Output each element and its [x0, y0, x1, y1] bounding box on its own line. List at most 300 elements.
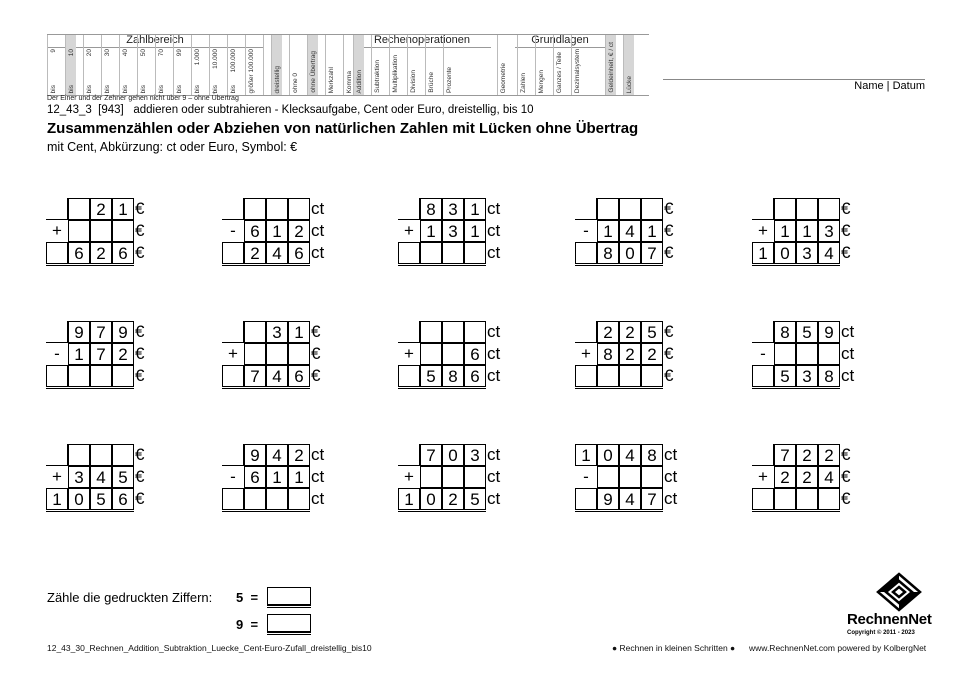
- blank-digit-cell[interactable]: [752, 488, 774, 510]
- header-column-value: 10: [68, 49, 75, 57]
- operator-sign: -: [583, 467, 589, 486]
- blank-digit-cell[interactable]: [818, 488, 840, 510]
- blank-digit-cell[interactable]: [266, 488, 288, 510]
- blank-digit-cell[interactable]: [464, 466, 486, 488]
- blank-digit-cell[interactable]: [464, 321, 486, 343]
- operator-sign: -: [230, 221, 236, 240]
- unit-label: €: [841, 243, 851, 262]
- blank-digit-cell[interactable]: [442, 466, 464, 488]
- digit-cell: 0: [68, 488, 90, 510]
- unit-label: ct: [487, 489, 501, 508]
- blank-digit-cell[interactable]: [68, 220, 90, 242]
- digit-cell: 7: [90, 321, 112, 343]
- unit-label: €: [135, 489, 145, 508]
- sum-double-line: [575, 386, 663, 389]
- digit-cell: 3: [442, 198, 464, 220]
- header-note: Der Einer und der Zehner gehen nicht über 9 – ohne Übertrag: [47, 95, 239, 102]
- blank-digit-cell[interactable]: [774, 343, 796, 365]
- digit-cell: 4: [619, 488, 641, 510]
- unit-label: ct: [664, 467, 678, 486]
- header-column-bis: bis: [50, 84, 57, 93]
- digit-cell: 1: [398, 488, 420, 510]
- blank-digit-cell[interactable]: [68, 365, 90, 387]
- unit-label: ct: [311, 243, 325, 262]
- header-column: [571, 35, 582, 95]
- digit-cell: 4: [266, 242, 288, 264]
- digit-cell: 7: [774, 444, 796, 466]
- digit-cell: 6: [464, 365, 486, 387]
- logo-wordmark: RechnenNet: [847, 611, 932, 628]
- digit-cell: 1: [641, 220, 663, 242]
- blank-digit-cell[interactable]: [90, 220, 112, 242]
- digit-cell: 9: [68, 321, 90, 343]
- digit-cell: 1: [774, 220, 796, 242]
- digit-cell: 8: [641, 444, 663, 466]
- blank-digit-cell[interactable]: [46, 444, 68, 466]
- blank-digit-cell[interactable]: [752, 198, 774, 220]
- unit-label: ct: [311, 199, 325, 218]
- header-column: [101, 35, 112, 95]
- operator-sign: +: [581, 344, 591, 363]
- sum-double-line: [752, 263, 840, 266]
- unit-label: ct: [487, 322, 501, 341]
- blank-digit-cell[interactable]: [575, 242, 597, 264]
- blank-digit-cell[interactable]: [774, 488, 796, 510]
- unit-label: €: [135, 199, 145, 218]
- blank-digit-cell[interactable]: [398, 321, 420, 343]
- header-column: [209, 35, 220, 95]
- unit-label: €: [841, 445, 851, 464]
- unit-label: €: [135, 445, 145, 464]
- operator-sign: -: [230, 467, 236, 486]
- digit-cell: 9: [244, 444, 266, 466]
- header-column: [389, 35, 400, 95]
- footer-site[interactable]: www.RechnenNet.com powered by KolbergNet: [749, 643, 927, 653]
- digit-cell: 5: [464, 488, 486, 510]
- blank-digit-cell[interactable]: [222, 365, 244, 387]
- blank-digit-cell[interactable]: [68, 198, 90, 220]
- count-answer-box[interactable]: [267, 587, 311, 605]
- digit-cell: 2: [112, 343, 134, 365]
- header-column-bis: bis: [158, 84, 165, 93]
- header-column-value: 1.000: [194, 49, 201, 66]
- digit-cell: 2: [288, 220, 310, 242]
- unit-label: €: [841, 221, 851, 240]
- operator-sign: +: [52, 467, 62, 486]
- header-column: [443, 35, 454, 95]
- blank-digit-cell[interactable]: [796, 488, 818, 510]
- digit-cell: 8: [442, 365, 464, 387]
- digit-cell: 4: [619, 220, 641, 242]
- count-digit-9: 9 =: [236, 617, 259, 632]
- sum-double-line: [46, 386, 134, 389]
- header-column-bis: bis: [140, 84, 147, 93]
- blank-digit-cell[interactable]: [597, 466, 619, 488]
- digit-cell: 8: [597, 343, 619, 365]
- blank-digit-cell[interactable]: [112, 444, 134, 466]
- count-digit-5: 5 =: [236, 590, 259, 605]
- digit-cell: 0: [420, 488, 442, 510]
- header-column: [623, 35, 634, 95]
- digit-cell: 1: [420, 220, 442, 242]
- unit-label: €: [664, 344, 674, 363]
- header-column-value: 9: [50, 49, 57, 53]
- blank-digit-cell[interactable]: [112, 220, 134, 242]
- digit-cell: 4: [90, 466, 112, 488]
- blank-digit-cell[interactable]: [244, 198, 266, 220]
- page-subtitle: mit Cent, Abkürzung: ct oder Euro, Symbol: €: [47, 140, 298, 154]
- digit-cell: 5: [774, 365, 796, 387]
- header-column: [83, 35, 94, 95]
- digit-cell: 8: [597, 242, 619, 264]
- header-column: [227, 35, 238, 95]
- blank-digit-cell[interactable]: [222, 242, 244, 264]
- digit-cell: 7: [90, 343, 112, 365]
- operator-sign: +: [758, 467, 768, 486]
- unit-label: €: [135, 221, 145, 240]
- digit-cell: 9: [818, 321, 840, 343]
- sum-double-line: [398, 263, 486, 266]
- blank-digit-cell[interactable]: [575, 198, 597, 220]
- header-column-bis: bis: [104, 84, 111, 93]
- digit-cell: 6: [244, 466, 266, 488]
- blank-digit-cell[interactable]: [619, 466, 641, 488]
- header-column: [407, 35, 418, 95]
- digit-cell: 4: [266, 444, 288, 466]
- unit-label: ct: [841, 366, 855, 385]
- header-column-label: Brüche: [428, 72, 435, 93]
- blank-digit-cell[interactable]: [796, 343, 818, 365]
- header-column: [191, 35, 202, 95]
- digit-cell: 4: [619, 444, 641, 466]
- digit-cell: 3: [796, 242, 818, 264]
- digit-cell: 9: [112, 321, 134, 343]
- header-column-label: Dezimalsystem: [574, 48, 581, 93]
- blank-digit-cell[interactable]: [398, 242, 420, 264]
- blank-digit-cell[interactable]: [796, 198, 818, 220]
- blank-digit-cell[interactable]: [575, 321, 597, 343]
- digit-cell: 6: [112, 242, 134, 264]
- blank-digit-cell[interactable]: [222, 488, 244, 510]
- unit-label: €: [841, 199, 851, 218]
- digit-cell: 6: [244, 220, 266, 242]
- header-column-label: Merkzahl: [328, 66, 335, 93]
- header-column-bis: bis: [86, 84, 93, 93]
- blank-digit-cell[interactable]: [90, 444, 112, 466]
- blank-digit-cell[interactable]: [752, 321, 774, 343]
- blank-digit-cell[interactable]: [818, 343, 840, 365]
- digit-cell: 8: [818, 365, 840, 387]
- operator-sign: -: [760, 344, 766, 363]
- digit-cell: 8: [420, 198, 442, 220]
- unit-label: €: [664, 366, 674, 385]
- name-date-label: Name | Datum: [854, 80, 925, 92]
- header-column: [65, 35, 76, 95]
- header-column-label: Multiplikation: [392, 55, 399, 93]
- header-column: [605, 35, 616, 95]
- blank-digit-cell[interactable]: [818, 198, 840, 220]
- blank-digit-cell[interactable]: [597, 365, 619, 387]
- meta-code: 12_43_3: [47, 104, 92, 116]
- unit-label: €: [135, 322, 145, 341]
- classification-header: [47, 34, 649, 96]
- blank-digit-cell[interactable]: [398, 444, 420, 466]
- header-column-label: Komma: [346, 70, 353, 93]
- sum-double-line: [222, 386, 310, 389]
- blank-digit-cell[interactable]: [619, 365, 641, 387]
- blank-digit-cell[interactable]: [641, 365, 663, 387]
- digit-cell: 1: [266, 466, 288, 488]
- blank-digit-cell[interactable]: [774, 198, 796, 220]
- unit-label: ct: [487, 467, 501, 486]
- blank-digit-cell[interactable]: [90, 365, 112, 387]
- blank-digit-cell[interactable]: [244, 488, 266, 510]
- digit-cell: 0: [619, 242, 641, 264]
- blank-digit-cell[interactable]: [288, 343, 310, 365]
- header-column-value: 10.000: [212, 49, 219, 69]
- group-title-grundlagen: Grundlagen: [531, 34, 589, 46]
- digit-cell: 5: [641, 321, 663, 343]
- digit-cell: 5: [420, 365, 442, 387]
- header-column-label: Mengen: [538, 69, 545, 93]
- operator-sign: +: [404, 221, 414, 240]
- blank-digit-cell[interactable]: [575, 488, 597, 510]
- group-title-rechenoperationen: Rechenoperationen: [373, 34, 471, 46]
- header-column-label: Division: [410, 70, 417, 93]
- header-column-label: Prozente: [446, 66, 453, 93]
- digit-cell: 2: [288, 444, 310, 466]
- blank-digit-cell[interactable]: [244, 321, 266, 343]
- meta-description: addieren oder subtrahieren - Klecksaufgabe, Cent oder Euro, dreistellig, bis 10: [133, 104, 534, 116]
- sum-double-line: [222, 509, 310, 512]
- sum-double-line: [752, 386, 840, 389]
- meta-number: [943]: [98, 104, 124, 116]
- digit-cell: 2: [796, 466, 818, 488]
- blank-digit-cell[interactable]: [46, 321, 68, 343]
- header-column-label: Zahlen: [520, 73, 527, 93]
- unit-label: ct: [487, 344, 501, 363]
- header-column-value: 70: [158, 49, 165, 57]
- blank-digit-cell[interactable]: [266, 343, 288, 365]
- header-column: [353, 35, 364, 95]
- operator-sign: -: [54, 344, 60, 363]
- operator-sign: +: [404, 344, 414, 363]
- header-column: [517, 35, 528, 95]
- blank-digit-cell[interactable]: [288, 198, 310, 220]
- digit-cell: 2: [774, 466, 796, 488]
- digit-cell: 5: [796, 321, 818, 343]
- header-column: [173, 35, 184, 95]
- unit-label: ct: [311, 445, 325, 464]
- digit-cell: 2: [90, 242, 112, 264]
- header-column: [371, 35, 382, 95]
- header-column-value: 99: [176, 49, 183, 57]
- header-column-label: ohne 0: [292, 73, 299, 93]
- count-label: Zähle die gedruckten Ziffern:: [47, 590, 213, 605]
- group-title-zahlbereich: Zahlbereich: [126, 34, 184, 46]
- blank-digit-cell[interactable]: [112, 365, 134, 387]
- count-answer-box[interactable]: [267, 614, 311, 632]
- blank-digit-cell[interactable]: [222, 321, 244, 343]
- digit-cell: 8: [774, 321, 796, 343]
- digit-cell: 1: [266, 220, 288, 242]
- unit-label: €: [135, 366, 145, 385]
- blank-digit-cell[interactable]: [420, 343, 442, 365]
- blank-digit-cell[interactable]: [420, 321, 442, 343]
- blank-digit-cell[interactable]: [752, 365, 774, 387]
- header-column-label: Subtraktion: [374, 60, 381, 93]
- operator-sign: -: [583, 221, 589, 240]
- blank-digit-cell[interactable]: [222, 198, 244, 220]
- digit-cell: 3: [442, 220, 464, 242]
- header-column-bis: bis: [68, 84, 75, 93]
- digit-cell: 2: [619, 321, 641, 343]
- unit-label: €: [841, 467, 851, 486]
- unit-label: ct: [311, 489, 325, 508]
- blank-digit-cell[interactable]: [46, 365, 68, 387]
- header-column: [425, 35, 436, 95]
- blank-digit-cell[interactable]: [222, 444, 244, 466]
- header-column-label: größer 100.000: [248, 48, 255, 93]
- header-column-bis: bis: [212, 84, 219, 93]
- digit-cell: 2: [597, 321, 619, 343]
- header-column-label: Geldeinheit, € / ct: [608, 42, 615, 93]
- unit-label: €: [664, 243, 674, 262]
- header-column-label: dreistellig: [274, 65, 281, 93]
- unit-label: ct: [487, 243, 501, 262]
- digit-cell: 2: [244, 242, 266, 264]
- digit-cell: 6: [288, 365, 310, 387]
- header-column-value: 20: [86, 49, 93, 57]
- blank-digit-cell[interactable]: [68, 444, 90, 466]
- header-column-value: 40: [122, 49, 129, 57]
- operator-sign: +: [52, 221, 62, 240]
- digit-cell: 1: [46, 488, 68, 510]
- operator-sign: +: [404, 467, 414, 486]
- digit-cell: 1: [796, 220, 818, 242]
- blank-digit-cell[interactable]: [597, 198, 619, 220]
- unit-label: €: [311, 322, 321, 341]
- digit-cell: 1: [68, 343, 90, 365]
- header-column: [271, 35, 282, 95]
- header-column: [155, 35, 166, 95]
- blank-digit-cell[interactable]: [420, 466, 442, 488]
- digit-cell: 2: [442, 488, 464, 510]
- digit-cell: 7: [420, 444, 442, 466]
- blank-digit-cell[interactable]: [619, 198, 641, 220]
- sum-double-line: [398, 509, 486, 512]
- digit-cell: 0: [774, 242, 796, 264]
- digit-cell: 1: [752, 242, 774, 264]
- digit-cell: 3: [818, 220, 840, 242]
- digit-cell: 1: [597, 220, 619, 242]
- blank-digit-cell[interactable]: [641, 466, 663, 488]
- unit-label: €: [311, 366, 321, 385]
- unit-label: €: [311, 344, 321, 363]
- blank-digit-cell[interactable]: [244, 343, 266, 365]
- header-column: [535, 35, 546, 95]
- digit-cell: 0: [442, 444, 464, 466]
- header-column-label: Lücke: [626, 75, 633, 93]
- blank-digit-cell[interactable]: [575, 365, 597, 387]
- digit-cell: 6: [464, 343, 486, 365]
- digit-cell: 5: [90, 488, 112, 510]
- digit-cell: 3: [464, 444, 486, 466]
- unit-label: €: [664, 322, 674, 341]
- blank-digit-cell[interactable]: [442, 242, 464, 264]
- unit-label: €: [841, 489, 851, 508]
- digit-cell: 2: [90, 198, 112, 220]
- blank-digit-cell[interactable]: [46, 198, 68, 220]
- header-column: [553, 35, 564, 95]
- header-column-bis: bis: [230, 84, 237, 93]
- unit-label: ct: [487, 221, 501, 240]
- blank-digit-cell[interactable]: [266, 198, 288, 220]
- blank-digit-cell[interactable]: [464, 242, 486, 264]
- page-title: Zusammenzählen oder Abziehen von natürlichen Zahlen mit Lücken ohne Übertrag: [47, 120, 639, 137]
- operator-sign: +: [228, 344, 238, 363]
- unit-label: ct: [311, 467, 325, 486]
- digit-cell: 1: [288, 321, 310, 343]
- header-column-value: 100.000: [230, 49, 237, 73]
- digit-cell: 9: [597, 488, 619, 510]
- header-column-label: Addition: [356, 69, 363, 93]
- sum-double-line: [398, 386, 486, 389]
- unit-label: €: [135, 467, 145, 486]
- digit-cell: 3: [266, 321, 288, 343]
- digit-cell: 2: [641, 343, 663, 365]
- blank-digit-cell[interactable]: [752, 444, 774, 466]
- unit-label: ct: [487, 199, 501, 218]
- header-column-bis: bis: [194, 84, 201, 93]
- digit-cell: 1: [464, 220, 486, 242]
- digit-cell: 4: [818, 242, 840, 264]
- digit-cell: 2: [818, 444, 840, 466]
- blank-digit-cell[interactable]: [288, 488, 310, 510]
- unit-label: €: [135, 243, 145, 262]
- header-column: [245, 35, 256, 95]
- header-column: [137, 35, 148, 95]
- digit-cell: 2: [796, 444, 818, 466]
- sum-double-line: [575, 509, 663, 512]
- digit-cell: 1: [464, 198, 486, 220]
- blank-digit-cell[interactable]: [442, 343, 464, 365]
- header-column-bis: bis: [176, 84, 183, 93]
- footer-slogan: ● Rechnen in kleinen Schritten ●: [612, 643, 736, 653]
- blank-digit-cell[interactable]: [442, 321, 464, 343]
- blank-digit-cell[interactable]: [46, 242, 68, 264]
- sum-double-line: [46, 509, 134, 512]
- blank-digit-cell[interactable]: [641, 198, 663, 220]
- header-column: [497, 35, 508, 95]
- digit-cell: 6: [68, 242, 90, 264]
- digit-cell: 4: [266, 365, 288, 387]
- header-column-label: Geometrie: [500, 62, 507, 93]
- worksheet-meta: [47, 104, 534, 116]
- digit-cell: 1: [575, 444, 597, 466]
- sum-double-line: [752, 509, 840, 512]
- digit-cell: 0: [597, 444, 619, 466]
- digit-cell: 7: [641, 488, 663, 510]
- blank-digit-cell[interactable]: [420, 242, 442, 264]
- digit-cell: 5: [112, 466, 134, 488]
- blank-digit-cell[interactable]: [398, 365, 420, 387]
- rechnennet-logo-icon: [876, 572, 922, 612]
- unit-label: €: [664, 199, 674, 218]
- blank-digit-cell[interactable]: [398, 198, 420, 220]
- unit-label: ct: [487, 445, 501, 464]
- digit-cell: 1: [112, 198, 134, 220]
